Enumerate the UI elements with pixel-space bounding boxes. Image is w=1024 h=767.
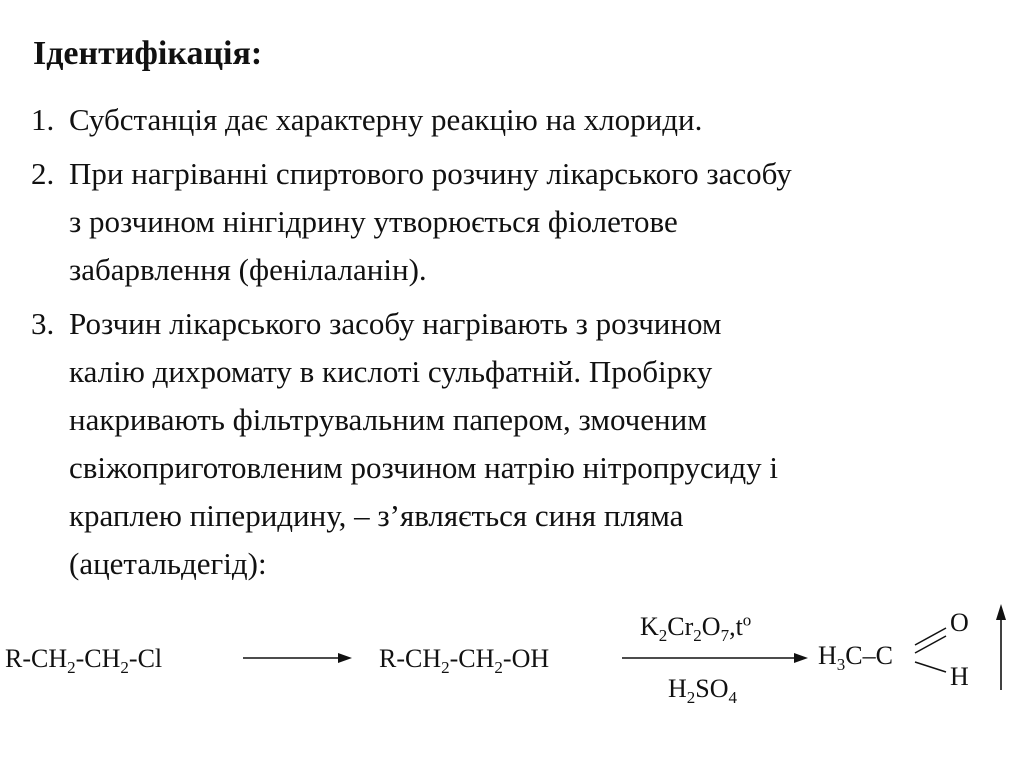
item-line: з розчином нінгідрину утворюється фіолетове bbox=[69, 204, 678, 239]
item-text bbox=[69, 300, 1006, 588]
atom-oxygen: O bbox=[950, 608, 969, 637]
item-line: краплею піперидину, – з’являється синя пляма bbox=[69, 498, 684, 533]
item-line: При нагріванні спиртового розчину лікарського засобу bbox=[69, 156, 792, 191]
item-line: Субстанція дає характерну реакцію на хлориди. bbox=[69, 102, 703, 137]
item-number: 1. bbox=[31, 102, 55, 137]
item-line: свіжоприготовленим розчином натрію нітропрусиду і bbox=[69, 450, 778, 485]
slide-title: Ідентифікація: bbox=[33, 35, 263, 72]
double-bond-icon bbox=[915, 628, 946, 645]
arrow-2-head-icon bbox=[794, 653, 808, 663]
reagent-acid: $H_2SO_4$ bbox=[668, 674, 738, 708]
item-line: Розчин лікарського засобу нагрівають з розчином bbox=[69, 306, 722, 341]
item-number: 3. bbox=[31, 306, 55, 341]
arrow-1-head-icon bbox=[338, 653, 352, 663]
item-number: 2. bbox=[31, 156, 55, 191]
single-bond-icon bbox=[915, 662, 946, 672]
reaction-arrows bbox=[0, 596, 1024, 767]
list-item-3 bbox=[31, 300, 1006, 588]
item-line: забарвлення (фенілаланін). bbox=[69, 252, 427, 287]
atom-hydrogen: H bbox=[950, 662, 969, 691]
item-text bbox=[69, 150, 1006, 294]
item-text bbox=[69, 96, 1006, 144]
reagent-oxidant: $K_2Cr_2O_7,t^o$ bbox=[640, 610, 752, 646]
formula-chloride: $R-CH_2-CH_2-Cl$ bbox=[5, 644, 163, 678]
identification-list bbox=[31, 96, 1006, 594]
formula-acetaldehyde: $H_3C-C$ bbox=[818, 641, 893, 675]
item-line: (ацетальдегід): bbox=[69, 546, 267, 581]
reaction-scheme bbox=[0, 596, 1024, 767]
item-line: калію дихромату в кислоті сульфатній. Пробірку bbox=[69, 354, 713, 389]
formula-alcohol: $R-CH_2-CH_2-OH$ bbox=[379, 644, 550, 678]
double-bond-icon bbox=[915, 636, 946, 653]
item-line: накривають фільтрувальним папером, змоченим bbox=[69, 402, 707, 437]
list-item-1 bbox=[31, 96, 1006, 144]
list-item-2 bbox=[31, 150, 1006, 294]
gas-evolution-arrowhead-icon bbox=[996, 604, 1006, 620]
